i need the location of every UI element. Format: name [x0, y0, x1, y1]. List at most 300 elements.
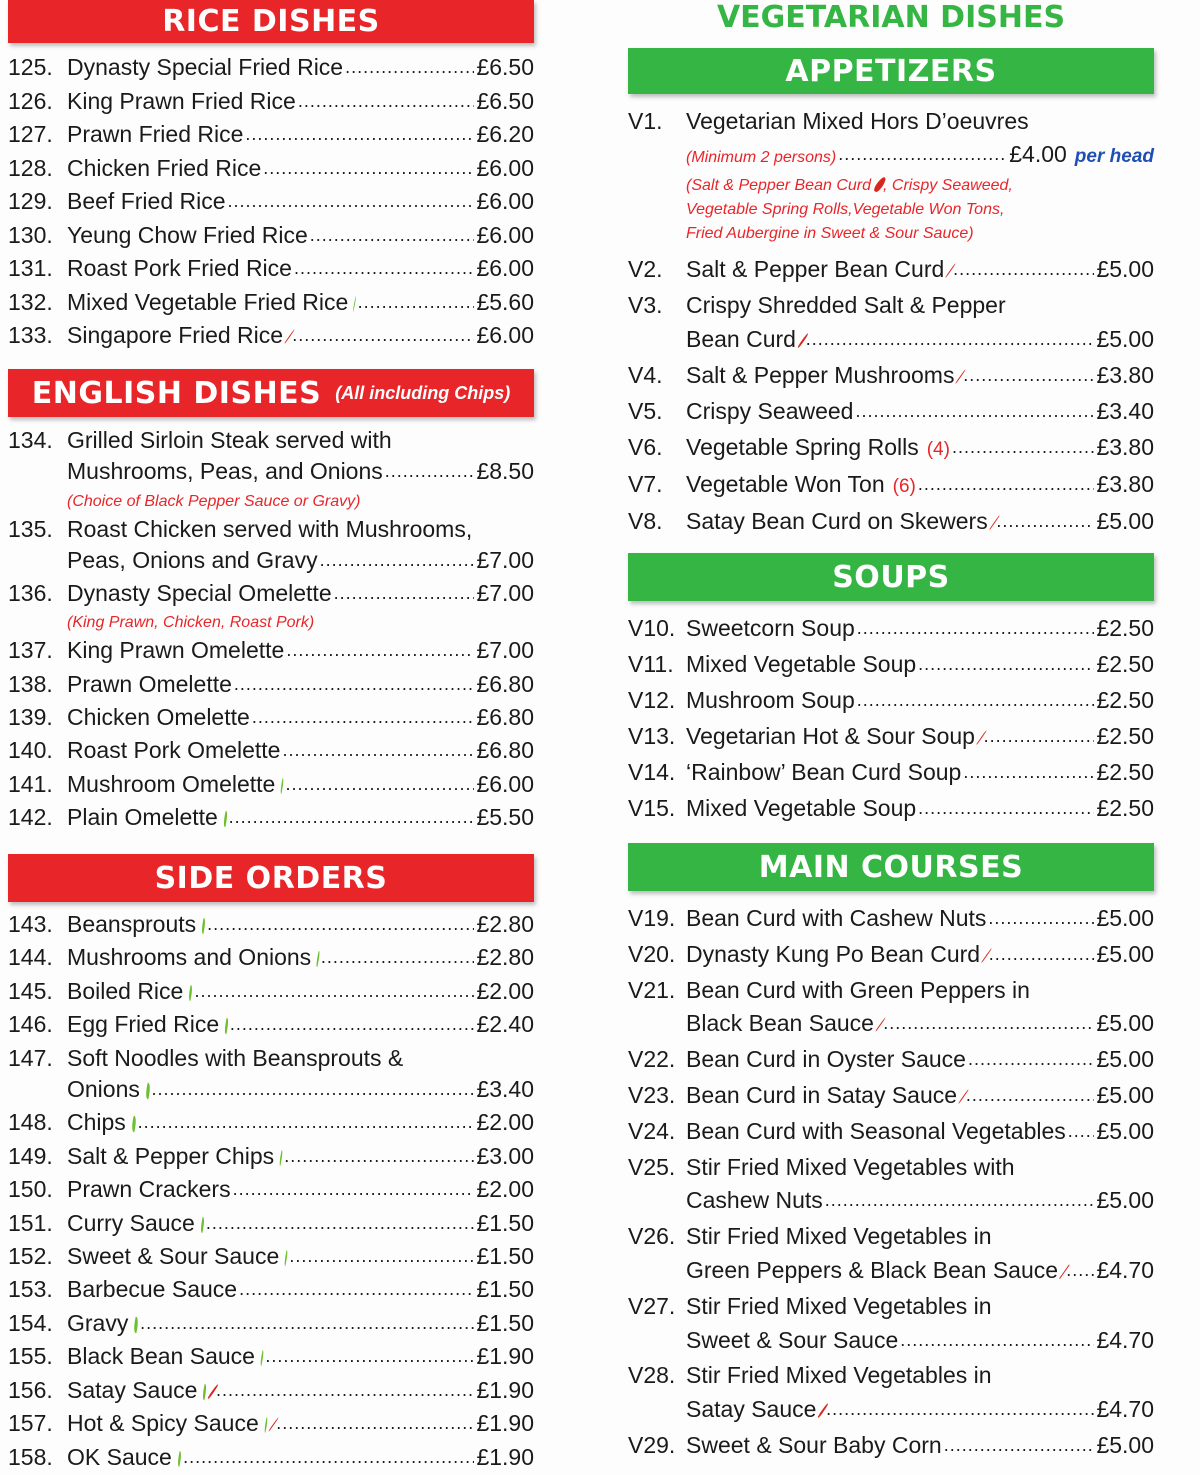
item-name-continued: Bean Curd	[686, 326, 796, 352]
item-note-row	[8, 611, 534, 635]
menu-item	[628, 902, 1154, 938]
main-courses-list	[628, 902, 1154, 1465]
item-price: £1.90	[476, 1376, 534, 1403]
item-name: Dynasty Special Omelette	[67, 580, 332, 607]
item-price: £2.50	[1096, 723, 1154, 749]
menu-item-row-continued	[628, 1184, 1154, 1220]
item-name: Egg Fried Rice	[67, 1011, 220, 1038]
item-name: Prawn Crackers	[67, 1176, 231, 1203]
item-price: £2.40	[476, 1011, 534, 1038]
soups-title: SOUPS	[832, 559, 950, 595]
menu-item-row-continued	[628, 1393, 1154, 1429]
menu-item	[8, 1408, 534, 1441]
menu-item	[628, 683, 1154, 719]
item-name-continued: Mushrooms, Peas, and Onions	[67, 458, 383, 485]
vegetarian-leaf-icon	[176, 1450, 183, 1466]
item-number: V19.	[628, 905, 676, 931]
menu-item	[628, 719, 1154, 755]
item-name: Prawn Fried Rice	[67, 121, 244, 147]
item-number: 133.	[8, 322, 53, 348]
dot-leader	[195, 974, 475, 1007]
menu-item-row	[8, 425, 534, 456]
item-name-continued: Onions	[67, 1076, 140, 1103]
item-number: V29.	[628, 1431, 676, 1458]
menu-item	[628, 974, 1154, 1044]
item-note: (Choice of Black Pepper Sauce or Gravy)	[67, 492, 361, 510]
menu-item-row	[8, 253, 534, 287]
dot-leader	[918, 645, 1094, 681]
dot-leader	[321, 940, 475, 973]
menu-item-row-continued	[628, 1007, 1154, 1043]
menu-item-row	[8, 1442, 534, 1475]
dot-leader	[230, 1007, 475, 1040]
indent	[628, 198, 686, 222]
item-number: 144.	[8, 944, 53, 971]
item-number: V7.	[628, 471, 663, 497]
menu-item	[8, 802, 534, 835]
item-number: 152.	[8, 1243, 53, 1270]
item-price: £4.70	[1096, 1256, 1154, 1283]
menu-item-row	[628, 938, 1154, 974]
menu-item	[628, 1079, 1154, 1115]
menu-item	[8, 1442, 534, 1475]
item-number: 127.	[8, 121, 53, 147]
menu-item-row	[628, 791, 1154, 827]
menu-item-row	[8, 1208, 534, 1241]
dot-leader	[345, 50, 474, 84]
item-number: V27.	[628, 1292, 676, 1319]
item-name: Mushrooms and Onions	[67, 944, 312, 971]
dot-leader	[289, 1239, 474, 1272]
vegetarian-leaf-icon	[133, 1317, 140, 1333]
item-name: Barbecue Sauce	[67, 1276, 238, 1303]
indent	[628, 222, 686, 246]
menu-item-row-continued	[628, 1324, 1154, 1360]
menu-item-row	[628, 430, 1154, 467]
item-name-continued: Cashew Nuts	[686, 1187, 823, 1214]
menu-item	[8, 86, 534, 120]
item-price: £4.70	[1096, 1396, 1154, 1423]
item-price: £2.80	[476, 911, 534, 937]
item-price: £4.70	[1096, 1326, 1154, 1353]
item-number: V20.	[628, 940, 676, 967]
item-number: 141.	[8, 770, 53, 797]
item-name: Soft Noodles with Beansprouts &	[67, 1044, 404, 1071]
menu-item	[628, 430, 1154, 467]
item-note: Fried Aubergine in Sweet & Sour Sauce)	[686, 225, 974, 242]
item-price: £5.00	[1096, 1431, 1154, 1458]
indent	[8, 611, 67, 635]
item-number: 136.	[8, 580, 53, 607]
menu-item-row	[628, 611, 1154, 647]
item-price: £3.40	[1096, 398, 1154, 424]
item-name: Hot & Spicy Sauce	[67, 1410, 259, 1437]
item-number: V24.	[628, 1117, 676, 1144]
item-price: £6.00	[476, 154, 534, 181]
menu-item	[8, 1375, 534, 1408]
dot-leader	[953, 250, 1094, 286]
menu-item	[628, 647, 1154, 683]
item-name: Plain Omelette	[67, 803, 218, 830]
menu-item	[8, 1107, 534, 1140]
dot-leader	[952, 428, 1094, 464]
menu-item-row	[8, 220, 534, 254]
appetizers-header	[628, 48, 1154, 94]
item-price: £5.00	[1096, 326, 1154, 352]
menu-item	[8, 1174, 534, 1207]
dot-leader	[838, 135, 1007, 171]
item-price: £2.50	[1096, 795, 1154, 821]
item-number: 139.	[8, 704, 53, 731]
item-number: V14.	[628, 759, 676, 785]
menu-item-row	[628, 902, 1154, 938]
item-number: V22.	[628, 1046, 676, 1073]
item-name: Salt & Pepper Chips	[67, 1142, 275, 1169]
dot-leader	[966, 1077, 1095, 1113]
dot-leader	[245, 117, 474, 151]
item-number: V25.	[628, 1153, 676, 1180]
dot-leader	[152, 1072, 475, 1105]
item-price: £6.50	[476, 54, 534, 80]
menu-item-row	[628, 1429, 1154, 1465]
menu-item	[628, 394, 1154, 430]
menu-item	[628, 791, 1154, 827]
item-price: £2.00	[476, 1109, 534, 1136]
menu-item	[8, 514, 534, 579]
item-number: 150.	[8, 1176, 53, 1203]
menu-item	[628, 938, 1154, 974]
menu-item-row	[8, 1141, 534, 1174]
menu-item	[8, 1241, 534, 1274]
item-number: 157.	[8, 1410, 53, 1437]
item-name: Bean Curd with Cashew Nuts	[686, 905, 987, 931]
item-name: Satay Bean Curd on Skewers	[686, 508, 988, 534]
dot-leader	[263, 151, 474, 185]
soups-header	[628, 553, 1154, 601]
vegetarian-leaf-icon	[259, 1350, 265, 1366]
item-price: £2.80	[476, 944, 534, 971]
english-dishes-header	[8, 369, 534, 417]
item-name: Chicken Fried Rice	[67, 154, 262, 181]
item-name: Dynasty Kung Po Bean Curd	[686, 940, 981, 967]
dot-leader	[286, 767, 475, 800]
item-name: Salt & Pepper Mushrooms	[686, 362, 955, 388]
vegetarian-leaf-icon	[280, 778, 285, 794]
item-price: £6.80	[476, 670, 534, 697]
menu-item	[628, 504, 1154, 540]
menu-item	[8, 1208, 534, 1241]
item-number: V3.	[628, 292, 663, 318]
dot-leader	[298, 84, 475, 118]
side-orders-list	[8, 909, 534, 1475]
menu-item	[8, 186, 534, 220]
item-name: Vegetable Won Ton	[686, 471, 885, 497]
item-number: V11.	[628, 651, 674, 677]
item-number: 148.	[8, 1109, 53, 1136]
menu-item	[628, 611, 1154, 647]
main-courses-title: MAIN COURSES	[758, 849, 1024, 885]
menu-item	[8, 976, 534, 1009]
item-note: Vegetable Spring Rolls,Vegetable Won Tons,	[686, 201, 1005, 218]
item-note-tail: , Crispy Seaweed,	[883, 177, 1013, 194]
item-number: 146.	[8, 1011, 53, 1038]
item-price: £6.20	[476, 121, 534, 147]
menu-item	[8, 320, 534, 354]
item-number: V28.	[628, 1362, 676, 1389]
english-dishes-note: (All including Chips)	[335, 382, 511, 403]
dot-leader	[292, 318, 474, 352]
menu-item-row	[628, 974, 1154, 1008]
menu-item	[8, 119, 534, 153]
menu-item-row	[8, 52, 534, 86]
menu-item	[8, 425, 534, 514]
dot-leader	[968, 1041, 1094, 1077]
menu-item-row	[628, 1115, 1154, 1151]
item-number: 158.	[8, 1443, 53, 1470]
vegetarian-leaf-icon	[144, 1083, 151, 1099]
item-name: Mixed Vegetable Soup	[686, 651, 917, 677]
item-name: Gravy	[67, 1309, 129, 1336]
item-price: £6.00	[476, 188, 534, 214]
menu-item	[8, 1009, 534, 1042]
item-name: Mushroom Omelette	[67, 770, 276, 797]
menu-item-row	[8, 635, 534, 668]
dot-leader	[233, 1172, 475, 1205]
item-name: Mixed Vegetable Fried Rice	[67, 288, 349, 315]
item-price: £8.50	[476, 458, 534, 485]
dot-leader	[855, 392, 1094, 428]
item-name: Bean Curd with Green Peppers in	[686, 976, 1030, 1003]
item-price: £5.00	[1096, 508, 1154, 534]
menu-item-row	[628, 1220, 1154, 1254]
item-price: £7.00	[476, 637, 534, 664]
item-number: V26.	[628, 1223, 676, 1250]
menu-item-row	[8, 802, 534, 835]
menu-item	[628, 1151, 1154, 1221]
menu-item	[8, 287, 534, 321]
per-head-label: per head	[1074, 146, 1154, 167]
item-name-continued: Green Peppers & Black Bean Sauce	[686, 1256, 1059, 1283]
item-price: £2.00	[476, 1176, 534, 1203]
menu-item	[628, 755, 1154, 791]
item-number: 126.	[8, 87, 53, 114]
item-name: Salt & Pepper Bean Curd	[686, 256, 945, 282]
item-number: 135.	[8, 515, 53, 542]
item-minimum: (Minimum 2 persons)	[686, 149, 837, 166]
item-price: £5.00	[1096, 256, 1154, 282]
dot-leader	[239, 1272, 474, 1305]
item-price: £5.00	[1096, 905, 1154, 931]
item-note: (Salt & Pepper Bean Curd	[686, 177, 871, 194]
item-price: £1.90	[476, 1443, 534, 1470]
item-name: Boiled Rice	[67, 977, 184, 1004]
item-price: £3.80	[1096, 362, 1154, 388]
item-price: £1.50	[476, 1209, 534, 1236]
menu-item-row	[8, 1341, 534, 1374]
menu-item-row	[628, 719, 1154, 755]
vegetarian-leaf-icon	[263, 1417, 269, 1433]
dot-leader	[825, 1182, 1095, 1218]
menu-item	[628, 1043, 1154, 1079]
item-number: 145.	[8, 977, 53, 1004]
item-number: 125.	[8, 54, 53, 80]
dot-leader	[265, 1339, 474, 1372]
menu-item	[8, 669, 534, 702]
vegetarian-leaf-icon	[222, 811, 228, 827]
rice-dishes-title: RICE DISHES	[162, 4, 380, 39]
item-price: £2.50	[1096, 759, 1154, 785]
item-number: 132.	[8, 288, 53, 315]
menu-item-row-continued	[628, 1254, 1154, 1290]
menu-item-row	[8, 976, 534, 1009]
item-name: Sweetcorn Soup	[686, 615, 855, 641]
item-price: £3.40	[476, 1076, 534, 1103]
rice-dishes-header	[8, 0, 534, 43]
indent	[8, 490, 67, 514]
item-name: Stir Fried Mixed Vegetables with	[686, 1153, 1015, 1180]
item-name: King Prawn Omelette	[67, 637, 285, 664]
menu-item-row	[628, 1151, 1154, 1185]
item-note-row	[628, 222, 1154, 246]
item-name-continued: Peas, Onions and Gravy	[67, 546, 318, 573]
soups-list	[628, 611, 1154, 827]
item-price: £5.00	[1096, 1046, 1154, 1073]
item-price: £2.50	[1096, 687, 1154, 713]
menu-item-row	[8, 1274, 534, 1307]
item-name: OK Sauce	[67, 1443, 172, 1470]
menu-item-row	[8, 1107, 534, 1140]
item-number: V6.	[628, 434, 663, 460]
item-name: Beef Fried Rice	[67, 188, 226, 214]
dot-leader	[996, 502, 1094, 538]
dot-leader	[358, 285, 475, 319]
menu-item-row	[8, 578, 534, 611]
appetizers-title: APPETIZERS	[785, 53, 997, 89]
vegetarian-leaf-icon	[188, 985, 194, 1001]
vegetarian-leaf-icon	[278, 1150, 283, 1166]
menu-item-row	[8, 153, 534, 187]
item-price: £1.50	[476, 1243, 534, 1270]
item-price: £5.60	[476, 288, 534, 315]
menu-item-row-continued	[8, 456, 534, 489]
item-price: £4.00	[1009, 141, 1067, 167]
dot-leader	[284, 1139, 474, 1172]
menu-item-row	[8, 1308, 534, 1341]
dot-leader	[918, 465, 1095, 501]
menu-item-row	[8, 1408, 534, 1441]
menu-item	[8, 220, 534, 254]
menu-item	[8, 702, 534, 735]
main-courses-header	[628, 843, 1154, 891]
dot-leader	[276, 1406, 474, 1439]
menu-item-row	[628, 467, 1154, 504]
menu-item-row	[8, 514, 534, 545]
dot-leader	[963, 356, 1094, 392]
vegetarian-leaf-icon	[130, 1116, 137, 1132]
menu-item	[8, 1274, 534, 1307]
item-name: Prawn Omelette	[67, 670, 232, 697]
dot-leader	[138, 1105, 475, 1138]
dot-leader	[385, 454, 475, 487]
menu-item-row	[628, 1079, 1154, 1115]
item-name: Mixed Vegetable Soup	[686, 795, 917, 821]
item-price: £2.00	[476, 977, 534, 1004]
item-number: 128.	[8, 154, 53, 181]
dot-leader	[826, 1391, 1094, 1427]
menu-item-row	[8, 909, 534, 942]
dot-leader	[216, 1373, 475, 1406]
item-number: 131.	[8, 255, 53, 281]
menu-item	[8, 909, 534, 942]
menu-item-row	[8, 119, 534, 153]
menu-item-row-continued	[8, 545, 534, 578]
item-name: Curry Sauce	[67, 1209, 195, 1236]
item-number: 134.	[8, 427, 53, 453]
menu-item-row	[628, 1290, 1154, 1324]
menu-item-row-continued	[628, 322, 1154, 358]
menu-item-row	[628, 288, 1154, 322]
dot-leader	[252, 700, 475, 733]
item-number: 149.	[8, 1142, 53, 1169]
menu-item	[628, 1290, 1154, 1360]
dot-leader	[334, 576, 475, 609]
menu-item-row	[628, 394, 1154, 430]
item-name: Roast Chicken served with Mushrooms,	[67, 515, 473, 542]
item-price: £2.50	[1096, 615, 1154, 641]
menu-item	[628, 1429, 1154, 1465]
item-name: Roast Pork Omelette	[67, 737, 281, 764]
dot-leader	[989, 936, 1095, 972]
menu-item-row	[8, 320, 534, 354]
dot-leader	[294, 251, 474, 285]
item-price: £1.90	[476, 1343, 534, 1370]
menu-item-row	[8, 1043, 534, 1074]
item-number: 140.	[8, 737, 53, 764]
item-number: V13.	[628, 723, 676, 749]
dot-leader	[883, 1005, 1094, 1041]
menu-item	[8, 635, 534, 668]
item-note-row	[8, 490, 534, 514]
side-orders-title: SIDE ORDERS	[154, 860, 388, 896]
dot-leader	[228, 184, 475, 218]
item-name: Chips	[67, 1109, 126, 1136]
menu-item-row	[628, 252, 1154, 288]
vegetarian-leaf-icon	[284, 1250, 289, 1266]
menu-item	[8, 153, 534, 187]
item-name: Singapore Fried Rice	[67, 322, 284, 348]
item-number: 142.	[8, 803, 53, 830]
item-name: Stir Fried Mixed Vegetables in	[686, 1362, 992, 1389]
item-name-continued: Sweet & Sour Sauce	[686, 1326, 899, 1353]
item-price: £3.80	[1096, 434, 1154, 460]
menu-item-row	[8, 1009, 534, 1042]
appetizers-list-rest	[628, 252, 1154, 540]
item-name-continued: Satay Sauce	[686, 1396, 817, 1423]
item-price: £6.80	[476, 704, 534, 731]
item-name: Black Bean Sauce	[67, 1343, 255, 1370]
menu-item-row	[628, 358, 1154, 394]
dot-leader	[234, 667, 475, 700]
menu-item	[628, 358, 1154, 394]
menu-item	[8, 1308, 534, 1341]
item-number: V2.	[628, 256, 663, 282]
menu-item-row	[628, 755, 1154, 791]
dot-leader	[944, 1427, 1095, 1463]
dot-leader	[1068, 1113, 1095, 1149]
item-number: V1.	[628, 108, 663, 134]
item-count: (4)	[926, 439, 950, 460]
item-name: Roast Pork Fried Rice	[67, 255, 292, 281]
